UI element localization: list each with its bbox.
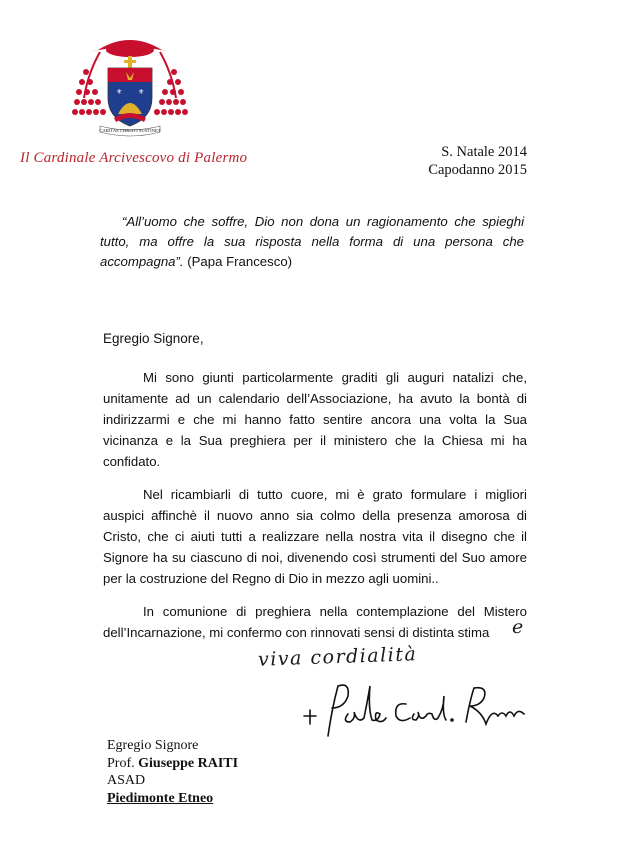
handwritten-signature <box>298 678 528 748</box>
address-name: Giuseppe RAITI <box>138 755 239 771</box>
svg-text:⚜: ⚜ <box>138 88 145 96</box>
quote-attribution: (Papa Francesco) <box>183 254 293 269</box>
quote-text: “All’uomo che soffre, Dio non dona un ragionamento che spieghi tutto, ma offre la sua risposta nella forma di una persona che accompagna”. <box>100 214 524 269</box>
crest-motto: CARITAS CHRISTI SUSTINET <box>99 128 161 133</box>
address-salutation: Egregio Signore <box>107 738 199 753</box>
address-organization: ASAD <box>107 773 146 788</box>
handwritten-conjunction: e <box>512 616 524 638</box>
recipient-address <box>107 737 238 807</box>
salutation: Egregio Signore, <box>103 331 204 346</box>
letter-paragraph: Nel ricambiarli di tutto cuore, mi è grato formulare i migliori auspici affinchè il nuovo anno sia colmo della presenza amorosa di Cristo, che ci aiuti tutti a realizzare nella nostra vita il disegno che il Signore ha su ciascuno di noi, divenendo così strumenti del Suo amore per la costruzione del Regno di Dio in mezzo agli uomini.. <box>103 487 527 586</box>
dateline <box>415 143 527 179</box>
address-prefix: Prof. <box>107 755 139 771</box>
letter-paragraph: Mi sono giunti particolarmente graditi gli auguri natalizi che, unitamente ad un calendario dell’Associazione, ha avuto la bontà di indirizzarmi e che mi hanno fatto sentire ancora una volta la Sua vicinanza e la Sua preghiera per il ministero che la Chiesa mi ha confidato. <box>103 370 527 469</box>
epigraph-quote <box>100 212 524 272</box>
sender-title: Il Cardinale Arcivescovo di Palermo <box>20 150 248 166</box>
date-new-year: Capodanno 2015 <box>428 162 527 178</box>
handwritten-greeting: viva cordialità <box>257 643 418 671</box>
address-name-line <box>107 755 238 773</box>
address-city: Piedimonte Etneo <box>107 790 214 806</box>
crest-motto-ribbon <box>70 28 190 138</box>
date-christmas: S. Natale 2014 <box>441 144 527 160</box>
svg-text:⚜: ⚜ <box>116 88 123 96</box>
letter-paragraph: In comunione di preghiera nella contemplazione del Mistero dell’Incarnazione, mi confermo con rinnovati sensi di distinta stima <box>103 604 527 640</box>
